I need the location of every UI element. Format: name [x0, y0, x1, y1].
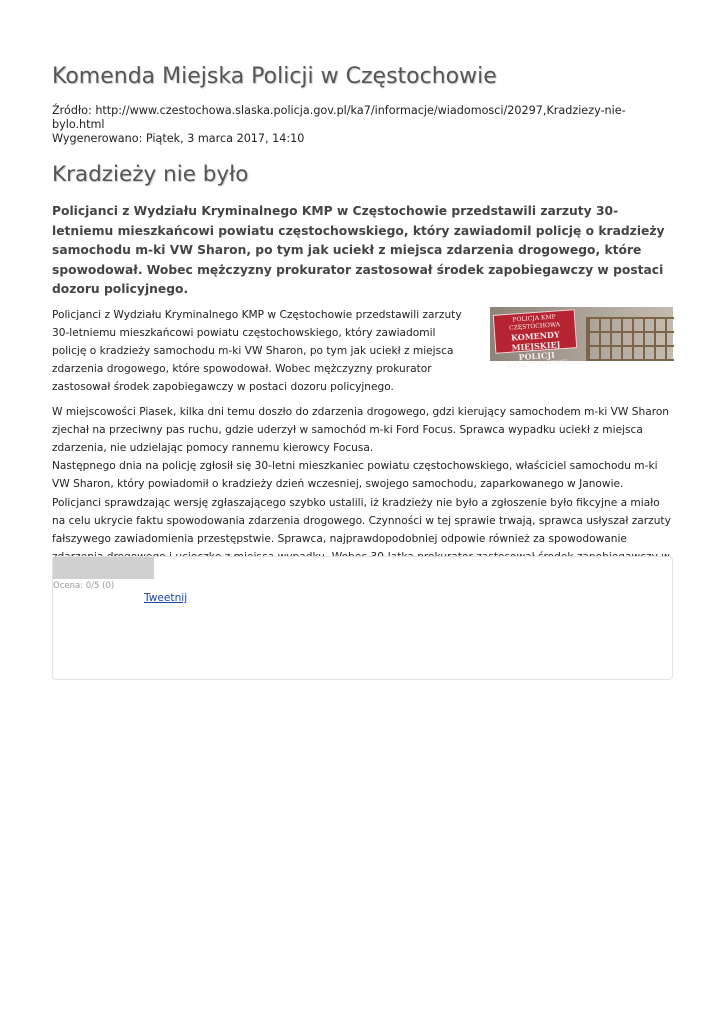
sign-line-4: w CZĘSTOCHOWIE: [506, 358, 568, 370]
rating-stars[interactable]: [53, 557, 154, 579]
source-url: Źródło: http://www.czestochowa.slaska.policja.gov.pl/ka7/informacje/wiadomosci/20297,Kradziezy-nie-bylo.html: [52, 104, 626, 131]
article-lead: Policjanci z Wydziału Kryminalnego KMP w Częstochowie przedstawili zarzuty 30-letniemu mieszkańcowi powiatu częstochowskiego, który zawiadomil policję o kradzieży samochodu m-ki VW Sharon, po tym jak uciekł z miejsca zdarzenia drogowego, które spowodował. Wobec mężczyzny prokurator zastosował środek zapobiegawczy w postaci dozoru policyjnego.: [52, 204, 665, 296]
tweet-link[interactable]: Tweetnij: [144, 592, 188, 604]
generated-date: Wygenerowano: Piątek, 3 marca 2017, 14:10: [52, 132, 305, 145]
rating-label: Ocena: 0/5 (0): [53, 581, 115, 591]
sign-line-3: POLICJI: [518, 349, 556, 362]
rating-box: [52, 556, 673, 680]
sign-line-1: POLICJA KMP CZĘSTOCHOWA: [508, 313, 561, 332]
police-sign: [493, 309, 578, 370]
page-content: [52, 62, 673, 585]
document-meta: [52, 104, 673, 146]
site-title: Komenda Miejska Policji w Częstochowie: [52, 64, 497, 89]
article-title: Kradzieży nie było: [52, 162, 249, 187]
sign-line-2: KOMENDY MIEJSKIEJ: [510, 328, 561, 353]
article-paragraph: W miejscowości Piasek, kilka dni temu doszło do zdarzenia drogowego, gdzi kierujący samochodem m-ki VW Sharon zjechał na przeciwny pas ruchu, gdzie uderzył w samochód m-ki Ford Focus. Sprawca wypadku uciekł z miejsca zdarzenia, nie udzielając pomocy rannemu kierowcy Focusa.: [52, 405, 670, 454]
intro-section: [52, 306, 673, 392]
article-photo: [490, 307, 673, 370]
article-intro: Policjanci z Wydziału Kryminalnego KMP w Częstochowie przedstawili zarzuty 30-letniemu mieszkańcowi powiatu częstochowskiego, który zawiadomil policję o kradzieży samochodu m-ki VW Sharon, po tym jak uciekł z miejsca zdarzenia drogowego, które spowodował. Wobec mężczyzny prokurator zastosował środek zapobiegawczy w postaci dozoru policyjnego.: [52, 308, 462, 393]
article-paragraph: Następnego dnia na policję zgłosił się 30-letni mieszkaniec powiatu częstochowskiego, właściciel samochodu m-ki VW Sharon, który powiadomił o kradzieży dzień wczesniej, swojego samochodu, zaparkowanego w Janowie. Policjanci sprawdzając wersję zgłaszającego szybko ustalili, iż kradzieży nie było a zgłoszenie było fikcyjne a miało na celu ukrycie faktu spowodowania zdarzenia drogowego. Czynności w tej sprawie trwają, sprawca usłyszał zarzuty fałszywego zawiadomienia przestępstwie. Sprawca, najprawdopodobniej odpowie również za spowodowanie: [52, 460, 671, 545]
window-grille: [586, 317, 674, 361]
